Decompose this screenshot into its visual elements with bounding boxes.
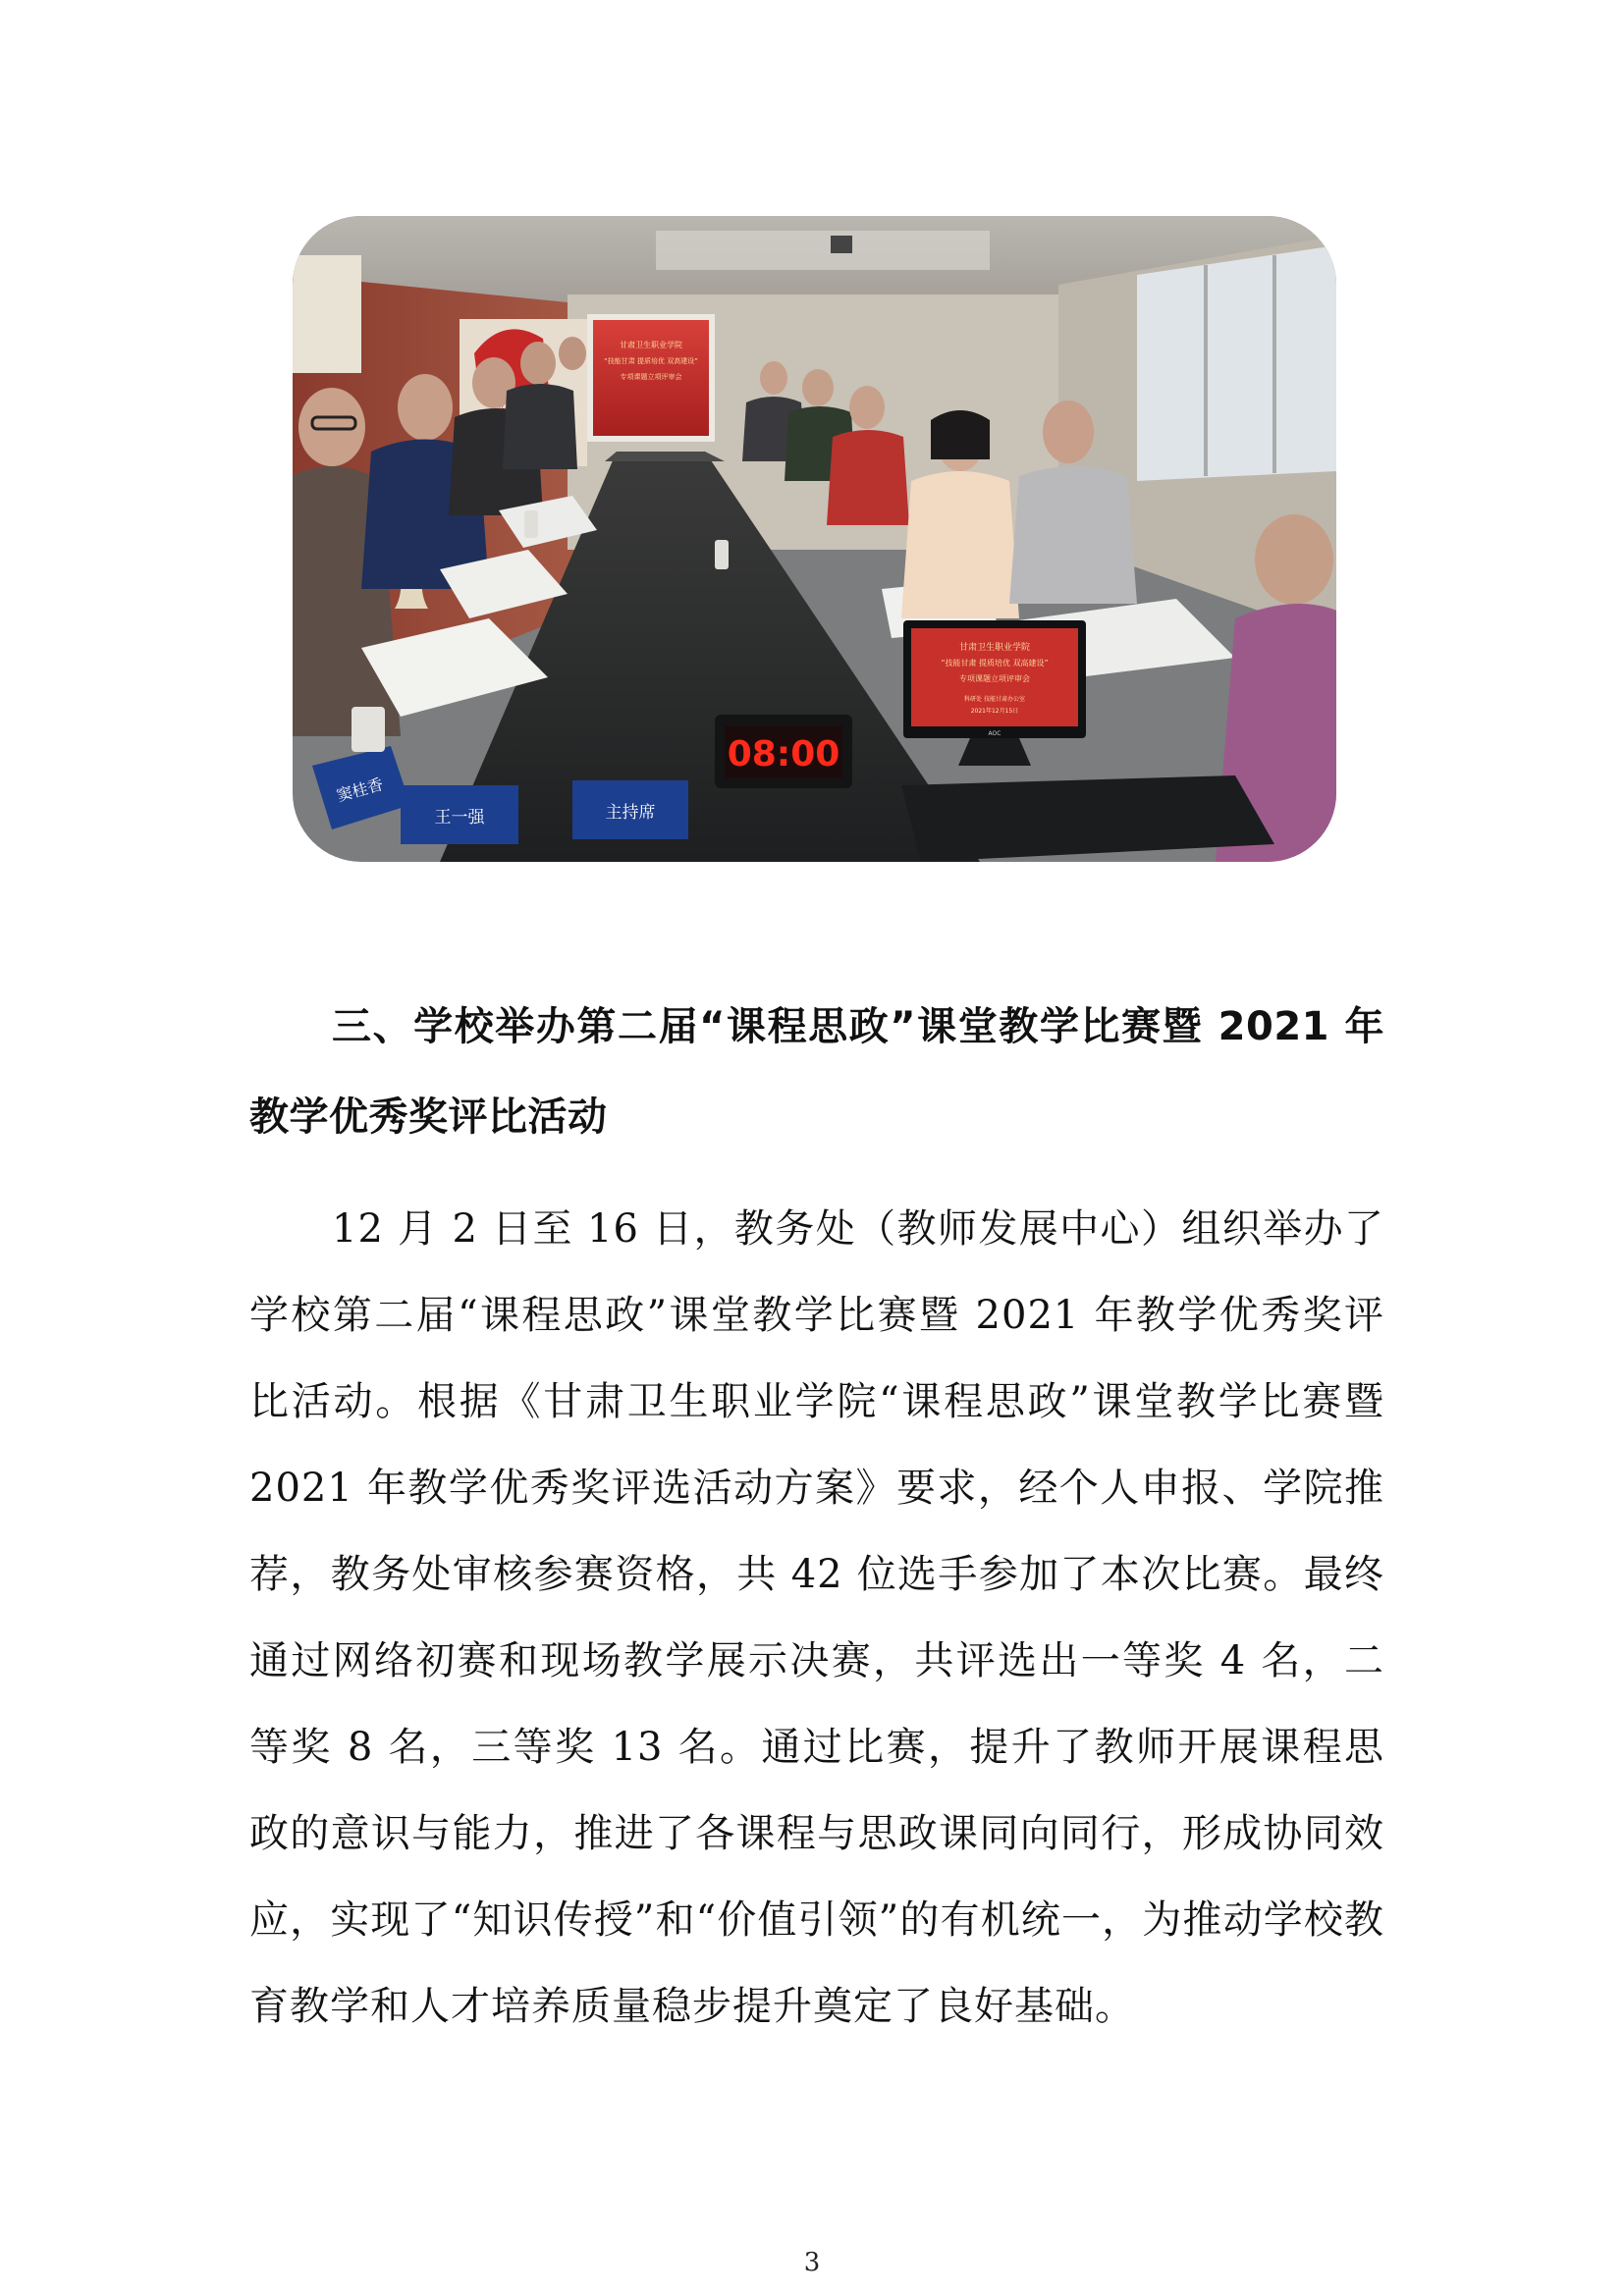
projector-screen [587,314,715,442]
projector-line-2: “技能甘肃 提质培优 双高建设” [604,357,698,365]
desk-monitor [903,620,1086,766]
monitor-line-2: “技能甘肃 提质培优 双高建设” [941,659,1049,667]
monitor-line-1: 甘肃卫生职业学院 [958,643,1031,653]
page-number: 3 [803,2248,821,2277]
name-plate-3: 主持席 [605,803,656,823]
projector-line-3: 专项课题立项评审会 [620,373,682,381]
name-plate-1: 窦桂香 [334,774,386,806]
projector-line-1: 甘肃卫生职业学院 [620,341,682,349]
monitor-line-5: 2021年12月15日 [970,708,1019,715]
led-clock [715,715,852,788]
section-paragraph: 12 月 2 日至 16 日，教务处（教师发展中心）组织举办了学校第二届“课程思政”课堂教学比赛暨 2021 年教学优秀奖评比活动。根据《甘肃卫生职业学院“课程思政”课堂教学比赛暨 2021 年教学优秀奖评选活动方案》要求，经个人申报、学院推荐，教务处审核参赛资格，共 42 位选手参加了本次比赛。最终通过网络初赛和现场教学展示决赛，共评选出一等奖 4 名，二等奖 8 名，三等奖 13 名。通过比赛，提升了教师开展课程思政的意识与能力，推进了各课程与思政课同向同行，形成协同效应，实现了“知识传授”和“价值引领”的有机统一，为推动学校教育教学和人才培养质量稳步提升奠定了良好基础。 [249,1206,1384,2029]
meeting-photo [293,216,1336,862]
monitor-line-4: 科研处 技能甘肃办公室 [964,696,1025,703]
name-plate-2: 王一强 [434,808,485,828]
monitor-line-3: 专项课题立项评审会 [959,674,1030,683]
monitor-brand: AOC [988,730,1001,737]
section-heading: 三、学校举办第二届“课程思政”课堂教学比赛暨 2021 年教学优秀奖评比活动 [249,1004,1384,1140]
meeting-room-illustration [293,216,1336,862]
clock-display: 08:00 [727,734,840,774]
